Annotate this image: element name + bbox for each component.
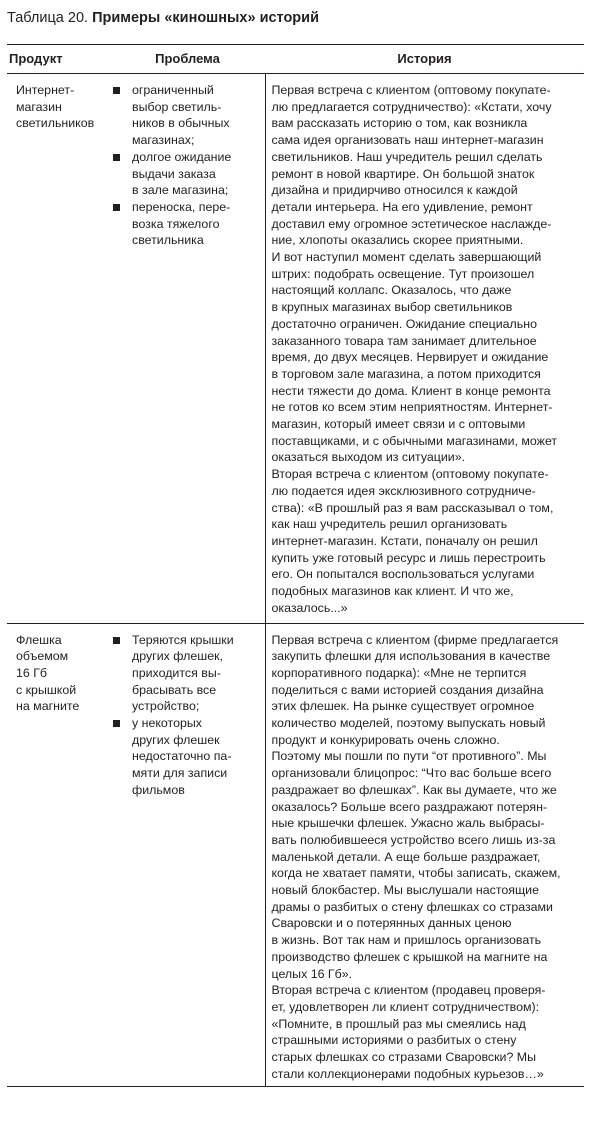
problem-line: светильника bbox=[132, 233, 204, 248]
caption-prefix: Таблица 20. bbox=[7, 10, 89, 26]
story-line: настоящий коллапс. Оказалось, что даже bbox=[271, 283, 512, 298]
story-line: время, до двух месяцев. Нервирует и ожидание bbox=[271, 350, 549, 365]
problem-list bbox=[110, 632, 259, 799]
story-line: этих флешек. На рынке существует огромное bbox=[271, 699, 535, 714]
product-line: Интернет- bbox=[16, 83, 75, 97]
story-line: как наш учредитель решил организовать bbox=[271, 517, 508, 532]
problem-line: недостаточно па- bbox=[132, 749, 232, 764]
problem-line: возка тяжелого bbox=[132, 216, 220, 231]
story-line: И вот наступил момент сделать завершающий bbox=[271, 250, 542, 265]
header-problem: Проблема bbox=[110, 45, 265, 74]
story-line: вам рассказать историю о том, как возникла bbox=[271, 116, 528, 131]
story-line: достаточно ограничен. Ожидание специально bbox=[271, 316, 537, 331]
story-line: интернет-магазин. Кстати, поначалу он решил bbox=[271, 533, 538, 548]
caption-title: Примеры «киношных» историй bbox=[92, 10, 319, 26]
problem-line: магазинах; bbox=[132, 133, 195, 148]
story-line: сама идея организовать наш интернет-магазин bbox=[271, 133, 544, 148]
story-line: Вторая встреча с клиентом (оптовому покупате- bbox=[271, 467, 549, 482]
story-line: организовали блицопрос: “Что вас больше всего bbox=[271, 766, 552, 781]
story-line: поставщиками, и с обычными магазинами, может bbox=[271, 433, 558, 448]
product-cell bbox=[7, 74, 110, 624]
problem-line: мяти для записи bbox=[132, 766, 228, 781]
story-line: ремонт в новой квартире. Он большой знаток bbox=[271, 166, 535, 181]
problem-line: выбор светиль- bbox=[132, 99, 222, 114]
story-line: продукт и конкурировать очень сложно. bbox=[271, 732, 500, 747]
story-line: оказаться выходом из ситуации». bbox=[271, 450, 466, 465]
story-cell bbox=[265, 74, 584, 624]
story-line: лю подается идея эксклюзивного сотрудниче- bbox=[271, 483, 536, 498]
problem-item bbox=[110, 715, 259, 799]
problem-line: фильмов bbox=[132, 782, 185, 797]
story-line: количество моделей, поэтому выпускать новый bbox=[271, 716, 546, 731]
product-line: на магните bbox=[16, 699, 80, 714]
story-line: магазин, который имеет связи и с оптовыми bbox=[271, 417, 526, 432]
product-line: светильников bbox=[16, 116, 95, 131]
story-line: заказанного товара там занимает длительное bbox=[271, 333, 537, 348]
problem-line: переноска, пере- bbox=[132, 199, 231, 214]
story-line: вать полюбившееся устройство всего лишь из-за bbox=[271, 832, 556, 847]
story-line: Первая встреча с клиентом (оптовому покупате- bbox=[271, 83, 551, 97]
problem-cell bbox=[110, 623, 265, 1087]
problem-line: ограниченный bbox=[132, 83, 214, 97]
story-line: Вторая встреча с клиентом (продавец проверя- bbox=[271, 983, 546, 998]
problem-line: брасывать все bbox=[132, 682, 217, 697]
problem-cell bbox=[110, 74, 265, 624]
problem-line: выдачи заказа bbox=[132, 166, 216, 181]
problem-line: Теряются крышки bbox=[132, 632, 234, 647]
problem-line: других флешек bbox=[132, 732, 220, 747]
problem-line: у некоторых bbox=[132, 716, 202, 731]
story-line: маленькой детали. А еще больше раздражает, bbox=[271, 849, 541, 864]
header-product: Продукт bbox=[7, 45, 110, 74]
story-line: когда не хватает памяти, чтобы записать, скажем, bbox=[271, 866, 561, 881]
story-line: старых флешках со стразами Сваровски? Мы bbox=[271, 1050, 537, 1065]
table-row bbox=[7, 74, 584, 624]
story-line: его. Он попытался воспользоваться услугами bbox=[271, 567, 535, 582]
story-line: закупить флешки для использования в качестве bbox=[271, 649, 551, 664]
story-line: драмы о разбитых о стену флешках со стразами bbox=[271, 899, 553, 914]
story-line: оказалось...» bbox=[271, 600, 348, 615]
problem-item bbox=[110, 149, 259, 199]
story-line: «Помните, в прошлый раз мы смеялись над bbox=[271, 1016, 526, 1031]
story-line: не готов ко всем этим неприятностям. Интернет- bbox=[271, 400, 553, 415]
product-cell bbox=[7, 623, 110, 1087]
table-row bbox=[7, 623, 584, 1087]
story-line: корпоративного подарка): «Мне не терпится bbox=[271, 665, 527, 680]
product-line: объемом bbox=[16, 649, 69, 664]
story-line: стали коллекционерами подобных курьезов…» bbox=[271, 1066, 544, 1081]
story-line: доставил ему огромное эстетическое наслажде- bbox=[271, 216, 552, 231]
story-line: светильников. Наш учредитель решил сделать bbox=[271, 149, 543, 164]
story-line: ные крышечки флешек. Ужасно жаль выбрасы- bbox=[271, 816, 545, 831]
story-line: страшными историями о разбитых о стену bbox=[271, 1033, 517, 1048]
story-line: в торговом зале магазина, а потом приходится bbox=[271, 366, 541, 381]
story-line: раздражает во флешках”. Как вы думаете, что же bbox=[271, 782, 557, 797]
header-story: История bbox=[265, 45, 584, 74]
problem-line: долгое ожидание bbox=[132, 149, 232, 164]
product-line: магазин bbox=[16, 99, 62, 114]
stories-table bbox=[7, 44, 584, 1087]
problem-line: приходится вы- bbox=[132, 665, 221, 680]
story-line: поделиться с вами историей создания дизайна bbox=[271, 682, 544, 697]
problem-line: в зале магазина; bbox=[132, 183, 229, 198]
story-line: Первая встреча с клиентом (фирме предлагается bbox=[271, 632, 559, 647]
problem-item bbox=[110, 82, 259, 149]
story-line: штрих: подобрать освещение. Тут произошел bbox=[271, 266, 535, 281]
story-line: детали интерьера. На его удивление, ремонт bbox=[271, 199, 533, 214]
problem-item bbox=[110, 632, 259, 716]
problem-line: ников в обычных bbox=[132, 116, 230, 131]
product-line: с крышкой bbox=[16, 682, 77, 697]
story-line: дизайна и придирчиво относился к каждой bbox=[271, 183, 518, 198]
story-line: в жизнь. Вот так нам и пришлось организовать bbox=[271, 933, 542, 948]
problem-line: других флешек, bbox=[132, 649, 223, 664]
story-line: оказалось? Больше всего раздражают потерян- bbox=[271, 799, 548, 814]
story-line: нести тяжести до дома. Клиент в конце ремонта bbox=[271, 383, 551, 398]
story-cell bbox=[265, 623, 584, 1087]
product-line: Флешка bbox=[16, 632, 62, 647]
story-line: ние, хлопоты оказались скорее приятными. bbox=[271, 233, 524, 248]
story-line: Поэтому мы пошли по пути “от противного”. Мы bbox=[271, 749, 547, 764]
story-line: ет, удовлетворен ли клиент сотрудничеством): bbox=[271, 999, 540, 1014]
problem-list bbox=[110, 82, 259, 249]
story-line: Сваровски и о потерянных данных ценою bbox=[271, 916, 512, 931]
table-caption bbox=[7, 8, 319, 28]
story-line: купить уже готовый ресурс и лишь перестроить bbox=[271, 550, 546, 565]
problem-line: устройство; bbox=[132, 699, 200, 714]
problem-item bbox=[110, 199, 259, 249]
story-line: в крупных магазинах выбор светильников bbox=[271, 300, 513, 315]
story-line: ства): «В прошлый раз я вам рассказывал о том, bbox=[271, 500, 554, 515]
story-line: производство флешек с крышкой на магните на bbox=[271, 949, 548, 964]
story-line: новый блокбастер. Мы выслушали настоящие bbox=[271, 883, 539, 898]
story-line: лю предлагается сотрудничество): «Кстати, хочу bbox=[271, 99, 552, 114]
story-line: подобных магазинов как клиент. И что же, bbox=[271, 584, 514, 599]
story-line: целых 16 Гб». bbox=[271, 966, 353, 981]
product-line: 16 Гб bbox=[16, 665, 48, 680]
table-header-row bbox=[7, 45, 584, 74]
